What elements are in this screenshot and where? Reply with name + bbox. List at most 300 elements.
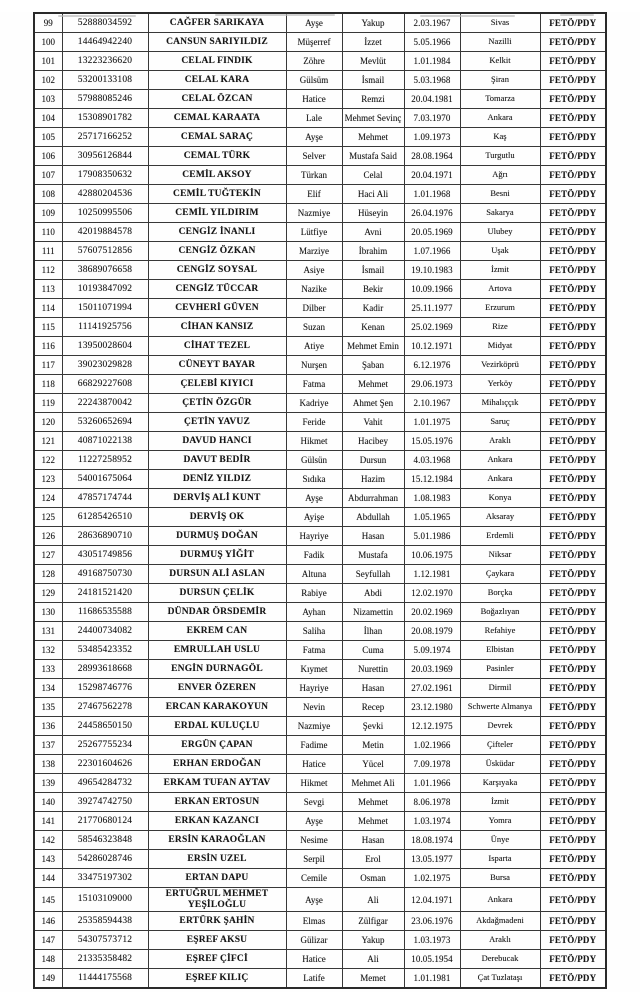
- mother-name-cell: Ayşe: [286, 812, 342, 831]
- row-number-cell: 104: [34, 109, 62, 128]
- national-id-cell: 25358594438: [62, 912, 148, 931]
- person-name-cell: ERSİN KARAOĞLAN: [148, 831, 286, 850]
- person-name-cell: EMRULLAH USLU: [148, 641, 286, 660]
- organization-cell: FETÖ/PDY: [540, 71, 606, 90]
- birth-place-cell: Ulubey: [460, 223, 540, 242]
- national-id-cell: 54001675064: [62, 470, 148, 489]
- birth-date-cell: 1.03.1973: [404, 931, 460, 950]
- father-name-cell: Mevlüt: [342, 52, 404, 71]
- row-number-cell: 114: [34, 299, 62, 318]
- person-name-cell: CEMAL SARAÇ: [148, 128, 286, 147]
- birth-place-cell: Sakarya: [460, 204, 540, 223]
- national-id-cell: 52888034592: [62, 13, 148, 33]
- birth-place-cell: Ankara: [460, 888, 540, 912]
- national-id-cell: 11444175568: [62, 969, 148, 989]
- organization-cell: FETÖ/PDY: [540, 850, 606, 869]
- national-id-cell: 43051749856: [62, 546, 148, 565]
- row-number-cell: 147: [34, 931, 62, 950]
- mother-name-cell: Hatice: [286, 90, 342, 109]
- mother-name-cell: Altuna: [286, 565, 342, 584]
- national-id-cell: 14464942240: [62, 33, 148, 52]
- national-id-cell: 25267755234: [62, 736, 148, 755]
- birth-place-cell: Akdağmadeni: [460, 912, 540, 931]
- birth-place-cell: Erzurum: [460, 299, 540, 318]
- person-name-cell: EŞREF KILIÇ: [148, 969, 286, 989]
- table-row: [34, 451, 606, 470]
- row-number-cell: 115: [34, 318, 62, 337]
- father-name-cell: Zülfigar: [342, 912, 404, 931]
- national-id-cell: 15308901782: [62, 109, 148, 128]
- table-row: [34, 527, 606, 546]
- birth-place-cell: Üsküdar: [460, 755, 540, 774]
- row-number-cell: 148: [34, 950, 62, 969]
- mother-name-cell: Ayşe: [286, 128, 342, 147]
- father-name-cell: Haci Ali: [342, 185, 404, 204]
- birth-place-cell: Aksaray: [460, 508, 540, 527]
- person-name-cell: DAVUD HANCI: [148, 432, 286, 451]
- father-name-cell: Cuma: [342, 641, 404, 660]
- mother-name-cell: Fadik: [286, 546, 342, 565]
- table-row: [34, 850, 606, 869]
- birth-place-cell: Çat Tuzlataşı: [460, 969, 540, 989]
- organization-cell: FETÖ/PDY: [540, 774, 606, 793]
- organization-cell: FETÖ/PDY: [540, 931, 606, 950]
- organization-cell: FETÖ/PDY: [540, 394, 606, 413]
- birth-place-cell: İzmit: [460, 793, 540, 812]
- person-name-cell: ERTÜRK ŞAHİN: [148, 912, 286, 931]
- scan-artifact: [58, 15, 136, 17]
- birth-date-cell: 20.05.1969: [404, 223, 460, 242]
- organization-cell: FETÖ/PDY: [540, 698, 606, 717]
- mother-name-cell: Hayriye: [286, 679, 342, 698]
- birth-date-cell: 1.01.1975: [404, 413, 460, 432]
- national-id-cell: 21335358482: [62, 950, 148, 969]
- birth-date-cell: 1.02.1975: [404, 869, 460, 888]
- organization-cell: FETÖ/PDY: [540, 52, 606, 71]
- row-number-cell: 107: [34, 166, 62, 185]
- person-name-cell: CEMİL YILDIRIM: [148, 204, 286, 223]
- row-number-cell: 116: [34, 337, 62, 356]
- father-name-cell: Bekir: [342, 280, 404, 299]
- father-name-cell: Hasan: [342, 527, 404, 546]
- national-id-cell: 58546323848: [62, 831, 148, 850]
- birth-place-cell: Dirmil: [460, 679, 540, 698]
- mother-name-cell: Ayhan: [286, 603, 342, 622]
- birth-place-cell: Bursa: [460, 869, 540, 888]
- dismissed-persons-table: [33, 12, 607, 989]
- row-number-cell: 106: [34, 147, 62, 166]
- birth-date-cell: 19.10.1983: [404, 261, 460, 280]
- father-name-cell: Mehmet Ali: [342, 774, 404, 793]
- person-name-cell: CEMİL TUĞTEKİN: [148, 185, 286, 204]
- father-name-cell: Ahmet Şen: [342, 394, 404, 413]
- row-number-cell: 113: [34, 280, 62, 299]
- mother-name-cell: Nesime: [286, 831, 342, 850]
- table-row: [34, 736, 606, 755]
- mother-name-cell: Gülsüm: [286, 71, 342, 90]
- row-number-cell: 100: [34, 33, 62, 52]
- father-name-cell: Recep: [342, 698, 404, 717]
- father-name-cell: İsmail: [342, 261, 404, 280]
- birth-date-cell: 1.01.1984: [404, 52, 460, 71]
- mother-name-cell: Gülizar: [286, 931, 342, 950]
- birth-place-cell: Boğazlıyan: [460, 603, 540, 622]
- person-name-cell: CEMAL TÜRK: [148, 147, 286, 166]
- person-name-cell: CEVHERİ GÜVEN: [148, 299, 286, 318]
- organization-cell: FETÖ/PDY: [540, 489, 606, 508]
- national-id-cell: 66829227608: [62, 375, 148, 394]
- mother-name-cell: Serpil: [286, 850, 342, 869]
- mother-name-cell: Elmas: [286, 912, 342, 931]
- person-name-cell: ENGİN DURNAGÖL: [148, 660, 286, 679]
- birth-date-cell: 5.09.1974: [404, 641, 460, 660]
- mother-name-cell: Elif: [286, 185, 342, 204]
- father-name-cell: Celal: [342, 166, 404, 185]
- birth-date-cell: 1.01.1981: [404, 969, 460, 989]
- national-id-cell: 57607512856: [62, 242, 148, 261]
- birth-date-cell: 1.09.1973: [404, 128, 460, 147]
- birth-place-cell: Borçka: [460, 584, 540, 603]
- birth-date-cell: 18.08.1974: [404, 831, 460, 850]
- birth-date-cell: 29.06.1973: [404, 375, 460, 394]
- table-row: [34, 337, 606, 356]
- row-number-cell: 143: [34, 850, 62, 869]
- birth-date-cell: 12.04.1971: [404, 888, 460, 912]
- birth-date-cell: 7.03.1970: [404, 109, 460, 128]
- organization-cell: FETÖ/PDY: [540, 470, 606, 489]
- national-id-cell: 10193847092: [62, 280, 148, 299]
- mother-name-cell: Türkan: [286, 166, 342, 185]
- row-number-cell: 118: [34, 375, 62, 394]
- table-row: [34, 147, 606, 166]
- birth-date-cell: 15.12.1984: [404, 470, 460, 489]
- table-row: [34, 33, 606, 52]
- row-number-cell: 117: [34, 356, 62, 375]
- father-name-cell: Kenan: [342, 318, 404, 337]
- father-name-cell: Mehmet: [342, 793, 404, 812]
- table-row: [34, 831, 606, 850]
- birth-date-cell: 27.02.1961: [404, 679, 460, 698]
- person-name-cell: CİHAT TEZEL: [148, 337, 286, 356]
- row-number-cell: 130: [34, 603, 62, 622]
- mother-name-cell: Rabiye: [286, 584, 342, 603]
- person-name-cell: DAVUT BEDİR: [148, 451, 286, 470]
- organization-cell: FETÖ/PDY: [540, 679, 606, 698]
- organization-cell: FETÖ/PDY: [540, 223, 606, 242]
- mother-name-cell: Cemile: [286, 869, 342, 888]
- birth-place-cell: Devrek: [460, 717, 540, 736]
- birth-date-cell: 12.02.1970: [404, 584, 460, 603]
- organization-cell: FETÖ/PDY: [540, 337, 606, 356]
- row-number-cell: 142: [34, 831, 62, 850]
- table-row: [34, 931, 606, 950]
- organization-cell: FETÖ/PDY: [540, 812, 606, 831]
- person-name-cell: CENGİZ TÜCCAR: [148, 280, 286, 299]
- person-name-cell: DENİZ YILDIZ: [148, 470, 286, 489]
- mother-name-cell: Hayriye: [286, 527, 342, 546]
- father-name-cell: Abdi: [342, 584, 404, 603]
- organization-cell: FETÖ/PDY: [540, 375, 606, 394]
- person-name-cell: DERVİŞ OK: [148, 508, 286, 527]
- row-number-cell: 105: [34, 128, 62, 147]
- person-name-cell: CİHAN KANSIZ: [148, 318, 286, 337]
- mother-name-cell: Sıdıka: [286, 470, 342, 489]
- organization-cell: FETÖ/PDY: [540, 261, 606, 280]
- table-row: [34, 166, 606, 185]
- table-row: [34, 698, 606, 717]
- mother-name-cell: Suzan: [286, 318, 342, 337]
- father-name-cell: Mehmet: [342, 128, 404, 147]
- birth-place-cell: Nazilli: [460, 33, 540, 52]
- national-id-cell: 13950028604: [62, 337, 148, 356]
- row-number-cell: 128: [34, 565, 62, 584]
- birth-date-cell: 10.05.1954: [404, 950, 460, 969]
- table-row: [34, 584, 606, 603]
- organization-cell: FETÖ/PDY: [540, 109, 606, 128]
- father-name-cell: Metin: [342, 736, 404, 755]
- mother-name-cell: Latife: [286, 969, 342, 989]
- row-number-cell: 102: [34, 71, 62, 90]
- national-id-cell: 61285426510: [62, 508, 148, 527]
- birth-date-cell: 20.08.1979: [404, 622, 460, 641]
- person-name-cell: ERSİN UZEL: [148, 850, 286, 869]
- row-number-cell: 127: [34, 546, 62, 565]
- table-row: [34, 869, 606, 888]
- father-name-cell: Yücel: [342, 755, 404, 774]
- organization-cell: FETÖ/PDY: [540, 641, 606, 660]
- birth-date-cell: 1.01.1968: [404, 185, 460, 204]
- national-id-cell: 24181521420: [62, 584, 148, 603]
- organization-cell: FETÖ/PDY: [540, 888, 606, 912]
- row-number-cell: 134: [34, 679, 62, 698]
- mother-name-cell: Saliha: [286, 622, 342, 641]
- person-name-cell: CÜNEYT BAYAR: [148, 356, 286, 375]
- birth-date-cell: 20.04.1981: [404, 90, 460, 109]
- person-name-cell: ERTUĞRUL MEHMET YEŞİLOĞLU: [148, 888, 286, 912]
- father-name-cell: Mustafa: [342, 546, 404, 565]
- birth-date-cell: 1.08.1983: [404, 489, 460, 508]
- row-number-cell: 141: [34, 812, 62, 831]
- table-row: [34, 950, 606, 969]
- national-id-cell: 42019884578: [62, 223, 148, 242]
- mother-name-cell: Nazmiye: [286, 204, 342, 223]
- birth-date-cell: 1.01.1966: [404, 774, 460, 793]
- national-id-cell: 39274742750: [62, 793, 148, 812]
- father-name-cell: Ali: [342, 950, 404, 969]
- row-number-cell: 119: [34, 394, 62, 413]
- father-name-cell: Şaban: [342, 356, 404, 375]
- person-name-cell: EKREM CAN: [148, 622, 286, 641]
- table-row: [34, 356, 606, 375]
- table-row: [34, 793, 606, 812]
- father-name-cell: İlhan: [342, 622, 404, 641]
- table-row: [34, 413, 606, 432]
- organization-cell: FETÖ/PDY: [540, 736, 606, 755]
- birth-date-cell: 23.12.1980: [404, 698, 460, 717]
- birth-date-cell: 5.05.1966: [404, 33, 460, 52]
- row-number-cell: 112: [34, 261, 62, 280]
- national-id-cell: 40871022138: [62, 432, 148, 451]
- national-id-cell: 11141925756: [62, 318, 148, 337]
- father-name-cell: Hacibey: [342, 432, 404, 451]
- birth-place-cell: Pasinler: [460, 660, 540, 679]
- person-name-cell: ERCAN KARAKOYUN: [148, 698, 286, 717]
- father-name-cell: İbrahim: [342, 242, 404, 261]
- birth-place-cell: Yerköy: [460, 375, 540, 394]
- table-row: [34, 774, 606, 793]
- organization-cell: FETÖ/PDY: [540, 603, 606, 622]
- father-name-cell: Şevki: [342, 717, 404, 736]
- person-name-cell: CELAL FINDIK: [148, 52, 286, 71]
- father-name-cell: İsmail: [342, 71, 404, 90]
- birth-place-cell: Çaykara: [460, 565, 540, 584]
- row-number-cell: 138: [34, 755, 62, 774]
- birth-place-cell: Refahiye: [460, 622, 540, 641]
- row-number-cell: 99: [34, 13, 62, 33]
- organization-cell: FETÖ/PDY: [540, 565, 606, 584]
- national-id-cell: 24458650150: [62, 717, 148, 736]
- table-row: [34, 204, 606, 223]
- mother-name-cell: Fatma: [286, 375, 342, 394]
- national-id-cell: 10250995506: [62, 204, 148, 223]
- mother-name-cell: Feride: [286, 413, 342, 432]
- person-name-cell: CENGİZ İNANLI: [148, 223, 286, 242]
- person-name-cell: DERVİŞ ALİ KUNT: [148, 489, 286, 508]
- person-name-cell: CELAL ÖZCAN: [148, 90, 286, 109]
- mother-name-cell: Lale: [286, 109, 342, 128]
- organization-cell: FETÖ/PDY: [540, 204, 606, 223]
- national-id-cell: 15011071994: [62, 299, 148, 318]
- table-row: [34, 489, 606, 508]
- national-id-cell: 57988085246: [62, 90, 148, 109]
- father-name-cell: Vahit: [342, 413, 404, 432]
- table-row: [34, 185, 606, 204]
- birth-date-cell: 2.10.1967: [404, 394, 460, 413]
- person-name-cell: CENGİZ ÖZKAN: [148, 242, 286, 261]
- father-name-cell: Seyfullah: [342, 565, 404, 584]
- father-name-cell: Hüseyin: [342, 204, 404, 223]
- table-row: [34, 565, 606, 584]
- scan-artifact: [215, 14, 335, 16]
- birth-place-cell: Yomra: [460, 812, 540, 831]
- birth-place-cell: Elbistan: [460, 641, 540, 660]
- table-row: [34, 299, 606, 318]
- organization-cell: FETÖ/PDY: [540, 660, 606, 679]
- father-name-cell: İzzet: [342, 33, 404, 52]
- row-number-cell: 110: [34, 223, 62, 242]
- birth-date-cell: 4.03.1968: [404, 451, 460, 470]
- table-row: [34, 603, 606, 622]
- person-name-cell: DÜNDAR ÖRSDEMİR: [148, 603, 286, 622]
- birth-date-cell: 10.06.1975: [404, 546, 460, 565]
- birth-date-cell: 26.04.1976: [404, 204, 460, 223]
- organization-cell: FETÖ/PDY: [540, 717, 606, 736]
- father-name-cell: Remzi: [342, 90, 404, 109]
- national-id-cell: 53200133108: [62, 71, 148, 90]
- person-name-cell: ÇETİN YAVUZ: [148, 413, 286, 432]
- person-name-cell: ÇETİN ÖZGÜR: [148, 394, 286, 413]
- person-name-cell: CEMAL KARAATA: [148, 109, 286, 128]
- table-row: [34, 432, 606, 451]
- mother-name-cell: Nurşen: [286, 356, 342, 375]
- row-number-cell: 146: [34, 912, 62, 931]
- row-number-cell: 121: [34, 432, 62, 451]
- birth-place-cell: Derebucak: [460, 950, 540, 969]
- birth-place-cell: Besni: [460, 185, 540, 204]
- organization-cell: FETÖ/PDY: [540, 318, 606, 337]
- table-row: [34, 622, 606, 641]
- person-name-cell: ERGÜN ÇAPAN: [148, 736, 286, 755]
- birth-date-cell: 10.09.1966: [404, 280, 460, 299]
- organization-cell: FETÖ/PDY: [540, 755, 606, 774]
- birth-place-cell: Kaş: [460, 128, 540, 147]
- national-id-cell: 54307573712: [62, 931, 148, 950]
- birth-place-cell: Rize: [460, 318, 540, 337]
- organization-cell: FETÖ/PDY: [540, 793, 606, 812]
- national-id-cell: 49168750730: [62, 565, 148, 584]
- row-number-cell: 140: [34, 793, 62, 812]
- birth-date-cell: 1.02.1966: [404, 736, 460, 755]
- table-row: [34, 888, 606, 912]
- mother-name-cell: Gülsün: [286, 451, 342, 470]
- birth-place-cell: Sivas: [460, 13, 540, 33]
- person-name-cell: EŞREF AKSU: [148, 931, 286, 950]
- organization-cell: FETÖ/PDY: [540, 280, 606, 299]
- organization-cell: FETÖ/PDY: [540, 432, 606, 451]
- organization-cell: FETÖ/PDY: [540, 147, 606, 166]
- table-row: [34, 641, 606, 660]
- birth-date-cell: 8.06.1978: [404, 793, 460, 812]
- mother-name-cell: Hatice: [286, 950, 342, 969]
- table-row: [34, 109, 606, 128]
- father-name-cell: Avni: [342, 223, 404, 242]
- organization-cell: FETÖ/PDY: [540, 912, 606, 931]
- row-number-cell: 129: [34, 584, 62, 603]
- organization-cell: FETÖ/PDY: [540, 950, 606, 969]
- row-number-cell: 149: [34, 969, 62, 989]
- row-number-cell: 109: [34, 204, 62, 223]
- father-name-cell: Hasan: [342, 679, 404, 698]
- organization-cell: FETÖ/PDY: [540, 299, 606, 318]
- father-name-cell: Erol: [342, 850, 404, 869]
- table-row: [34, 318, 606, 337]
- birth-date-cell: 6.12.1976: [404, 356, 460, 375]
- row-number-cell: 126: [34, 527, 62, 546]
- national-id-cell: 42880204536: [62, 185, 148, 204]
- organization-cell: FETÖ/PDY: [540, 969, 606, 989]
- table-row: [34, 755, 606, 774]
- person-name-cell: CENGİZ SOYSAL: [148, 261, 286, 280]
- table-row: [34, 679, 606, 698]
- father-name-cell: Osman: [342, 869, 404, 888]
- person-name-cell: CANSUN SARIYILDIZ: [148, 33, 286, 52]
- row-number-cell: 125: [34, 508, 62, 527]
- mother-name-cell: Asiye: [286, 261, 342, 280]
- person-name-cell: CAĞFER SARIKAYA: [148, 13, 286, 33]
- mother-name-cell: Ayşe: [286, 13, 342, 33]
- organization-cell: FETÖ/PDY: [540, 508, 606, 527]
- person-name-cell: DURMUŞ YİĞİT: [148, 546, 286, 565]
- birth-place-cell: Tomarza: [460, 90, 540, 109]
- organization-cell: FETÖ/PDY: [540, 451, 606, 470]
- organization-cell: FETÖ/PDY: [540, 13, 606, 33]
- national-id-cell: 47857174744: [62, 489, 148, 508]
- table-row: [34, 470, 606, 489]
- table-row: [34, 717, 606, 736]
- national-id-cell: 28636890710: [62, 527, 148, 546]
- scan-artifact: [420, 15, 515, 17]
- birth-place-cell: Ağrı: [460, 166, 540, 185]
